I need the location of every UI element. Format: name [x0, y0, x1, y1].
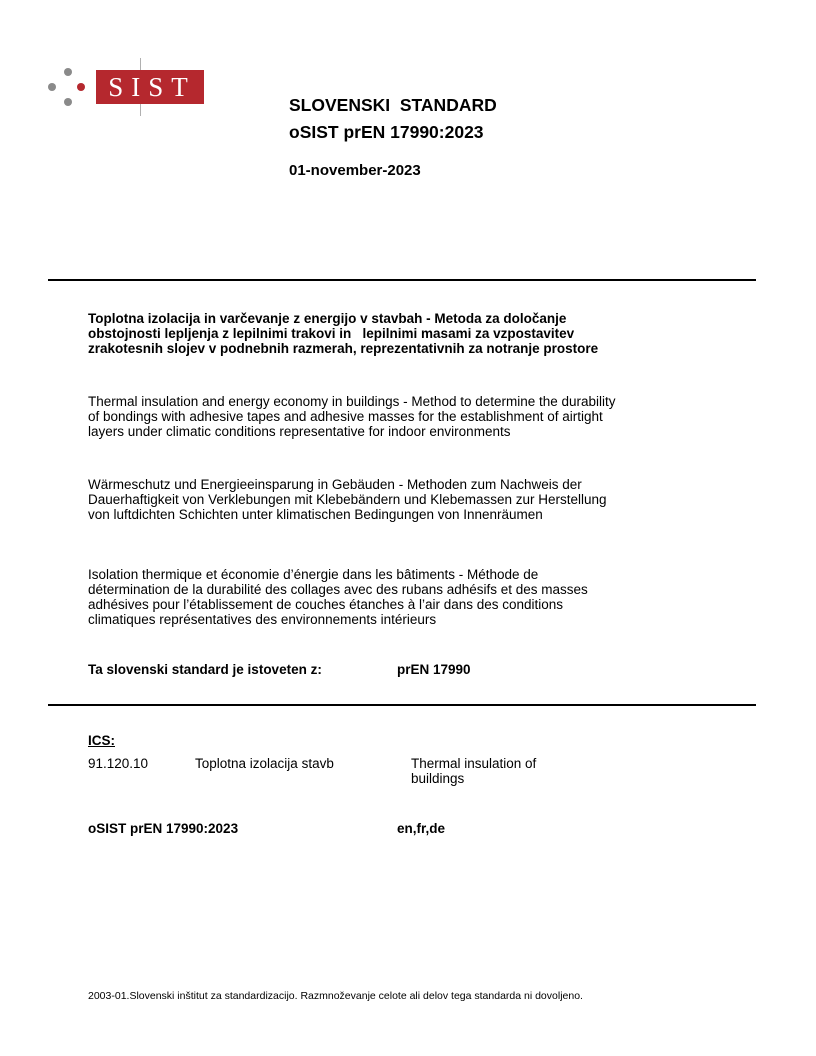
- ics-code: 91.120.10: [88, 756, 149, 771]
- identical-value: prEN 17990: [397, 662, 471, 677]
- title-line: obstojnosti lepljenja z lepilnimi trakovi in lepilnimi masami za vzpostavitev: [88, 326, 575, 341]
- bottom-divider: [48, 704, 756, 706]
- document-code: oSIST prEN 17990:2023: [88, 821, 239, 836]
- ics-title-english: [411, 756, 611, 786]
- logo-dots: [44, 64, 88, 108]
- title-german: [88, 477, 748, 522]
- title-line: Dauerhaftigkeit von Verklebungen mit Klebebändern und Klebemassen zur Herstellung: [88, 492, 607, 507]
- title-line: Wärmeschutz und Energieeinsparung in Gebäuden - Methoden zum Nachweis der: [88, 477, 582, 492]
- ics-title-slovenian: Toplotna izolacija stavb: [195, 756, 334, 771]
- ics-line: Thermal insulation of: [411, 756, 537, 771]
- title-line: climatiques représentatives des environnements intérieurs: [88, 612, 437, 627]
- logo-dot: [64, 68, 72, 76]
- copyright-footer: 2003-01.Slovenski inštitut za standardizacijo. Razmnoževanje celote ali delov tega standarda ni dovoljeno.: [88, 990, 583, 1002]
- document-languages: en,fr,de: [397, 821, 446, 836]
- ics-label: ICS:: [88, 733, 115, 748]
- sist-logo: SIST: [96, 70, 204, 104]
- title-english: [88, 394, 748, 439]
- top-divider: [48, 279, 756, 281]
- logo-dot: [64, 98, 72, 106]
- title-line: of bondings with adhesive tapes and adhesive masses for the establishment of airtight: [88, 409, 603, 424]
- title-line: layers under climatic conditions representative for indoor environments: [88, 424, 511, 439]
- title-line: von luftdichten Schichten unter klimatischen Bedingungen von Innenräumen: [88, 507, 543, 522]
- standard-title: SLOVENSKI STANDARD: [289, 95, 497, 115]
- title-line: zrakotesnih slojev v podnebnih razmerah, reprezentativnih za notranje prostore: [88, 341, 599, 356]
- title-slovenian: [88, 311, 748, 356]
- title-line: Isolation thermique et économie d’énergie dans les bâtiments - Méthode de: [88, 567, 539, 582]
- title-french: [88, 567, 748, 627]
- standard-date: 01-november-2023: [289, 162, 421, 179]
- title-line: adhésives pour l’établissement de couches étanches à l’air dans des conditions: [88, 597, 564, 612]
- ics-line: buildings: [411, 771, 465, 786]
- logo-dot: [48, 83, 56, 91]
- title-line: détermination de la durabilité des collages avec des rubans adhésifs et des masses: [88, 582, 588, 597]
- title-line: Toplotna izolacija in varčevanje z energijo v stavbah - Metoda za določanje: [88, 311, 567, 326]
- logo-dot-accent: [77, 83, 85, 91]
- standard-code: oSIST prEN 17990:2023: [289, 122, 484, 142]
- identical-label: Ta slovenski standard je istoveten z:: [88, 662, 322, 677]
- title-line: Thermal insulation and energy economy in buildings - Method to determine the durability: [88, 394, 616, 409]
